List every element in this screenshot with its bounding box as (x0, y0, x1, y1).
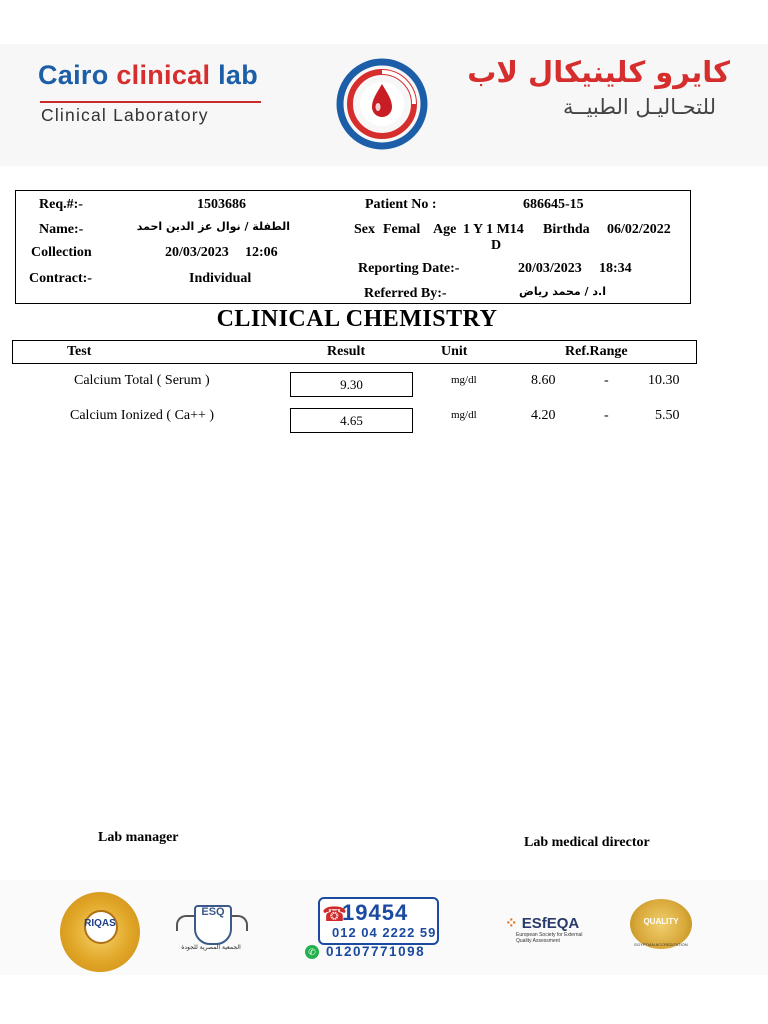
birthdate-value: 06/02/2022 (607, 222, 671, 237)
logo-arabic (467, 52, 730, 122)
logo-arabic-subtitle: للتحـاليـل الطبيــة (563, 95, 716, 119)
range-dash: - (604, 373, 609, 388)
age-value: 1 Y 1 M14 (463, 222, 524, 237)
referred-by-label: Referred By:- (364, 286, 447, 301)
hotline-number: 19454 (342, 900, 409, 925)
req-value: 1503686 (197, 197, 246, 212)
range-low: 8.60 (531, 373, 556, 388)
reporting-time: 18:34 (599, 261, 632, 276)
unit-value: mg/dl (451, 409, 477, 421)
range-high: 5.50 (655, 408, 680, 423)
collection-date: 20/03/2023 (165, 245, 229, 260)
col-header-ref-range: Ref.Range (565, 344, 628, 359)
collection-time: 12:06 (245, 245, 278, 260)
esfeqa-logo (505, 914, 579, 932)
section-title: CLINICAL CHEMISTRY (216, 306, 498, 332)
quality-seal-caption: EGYPTIAN ACCREDITATION (634, 942, 688, 947)
col-header-result: Result (327, 344, 366, 359)
medical-director-signature: Lab medical director (524, 835, 650, 850)
esq-shield-icon (194, 905, 232, 945)
logo-arabic-title: كايرو كلينيكال لاب (467, 55, 730, 89)
test-name: Calcium Ionized ( Ca++ ) (70, 408, 215, 423)
name-label: Name:- (39, 222, 84, 237)
unit-value: mg/dl (451, 374, 477, 386)
esfeqa-dots-icon: ⁘ (505, 915, 518, 932)
logo-divider (40, 101, 261, 103)
esq-caption: الجمعية المصرية للجودة (181, 944, 241, 951)
birthdate-label: Birthda (543, 222, 590, 237)
logo-word-clinical: clinical (116, 60, 211, 90)
logo-word-cairo: Cairo (38, 60, 109, 90)
phone-number: 012 04 2222 59 (332, 925, 437, 940)
contract-label: Contract:- (29, 271, 92, 286)
lab-manager-signature: Lab manager (98, 830, 179, 845)
col-header-unit: Unit (441, 344, 468, 359)
riqas-label: RIQAS (84, 918, 116, 929)
logo-word-lab: lab (218, 60, 259, 90)
patient-no-label: Patient No : (365, 197, 437, 212)
collection-label: Collection (31, 245, 92, 260)
logo-english-title (38, 60, 258, 91)
logo-english-subtitle: Clinical Laboratory (41, 105, 209, 125)
phone-icon: ☎ (322, 904, 347, 926)
contract-value: Individual (189, 271, 252, 286)
patient-no-value: 686645-15 (523, 197, 584, 212)
result-value: 9.30 (290, 372, 413, 397)
age-label: Age (433, 222, 457, 237)
whatsapp-icon: ✆ (305, 945, 319, 959)
reporting-date: 20/03/2023 (518, 261, 582, 276)
quality-seal-label: QUALITY (643, 917, 679, 926)
reporting-date-label: Reporting Date:- (358, 261, 460, 276)
referred-by-value: ا.د / محمد رياض (519, 285, 606, 298)
blood-drop-logo-icon (336, 58, 428, 155)
sex-value: Femal (383, 222, 421, 237)
range-high: 10.30 (648, 373, 680, 388)
whatsapp-number: 01207771098 (326, 944, 426, 959)
esq-label: ESQ (201, 906, 225, 918)
name-value: الطفلة / نوال عز الدين احمد (136, 220, 290, 233)
birthdate-label-suffix: D (491, 238, 502, 253)
esq-wing-left-icon (176, 915, 196, 931)
esfeqa-label: ESfEQA (521, 915, 580, 932)
range-low: 4.20 (531, 408, 556, 423)
test-name: Calcium Total ( Serum ) (74, 373, 210, 388)
range-dash: - (604, 408, 609, 423)
result-value: 4.65 (290, 408, 413, 433)
esfeqa-caption: European Society for External Quality Assessment (516, 932, 583, 944)
sex-label: Sex (354, 222, 375, 237)
col-header-test: Test (67, 344, 92, 359)
req-label: Req.#:- (39, 197, 83, 212)
